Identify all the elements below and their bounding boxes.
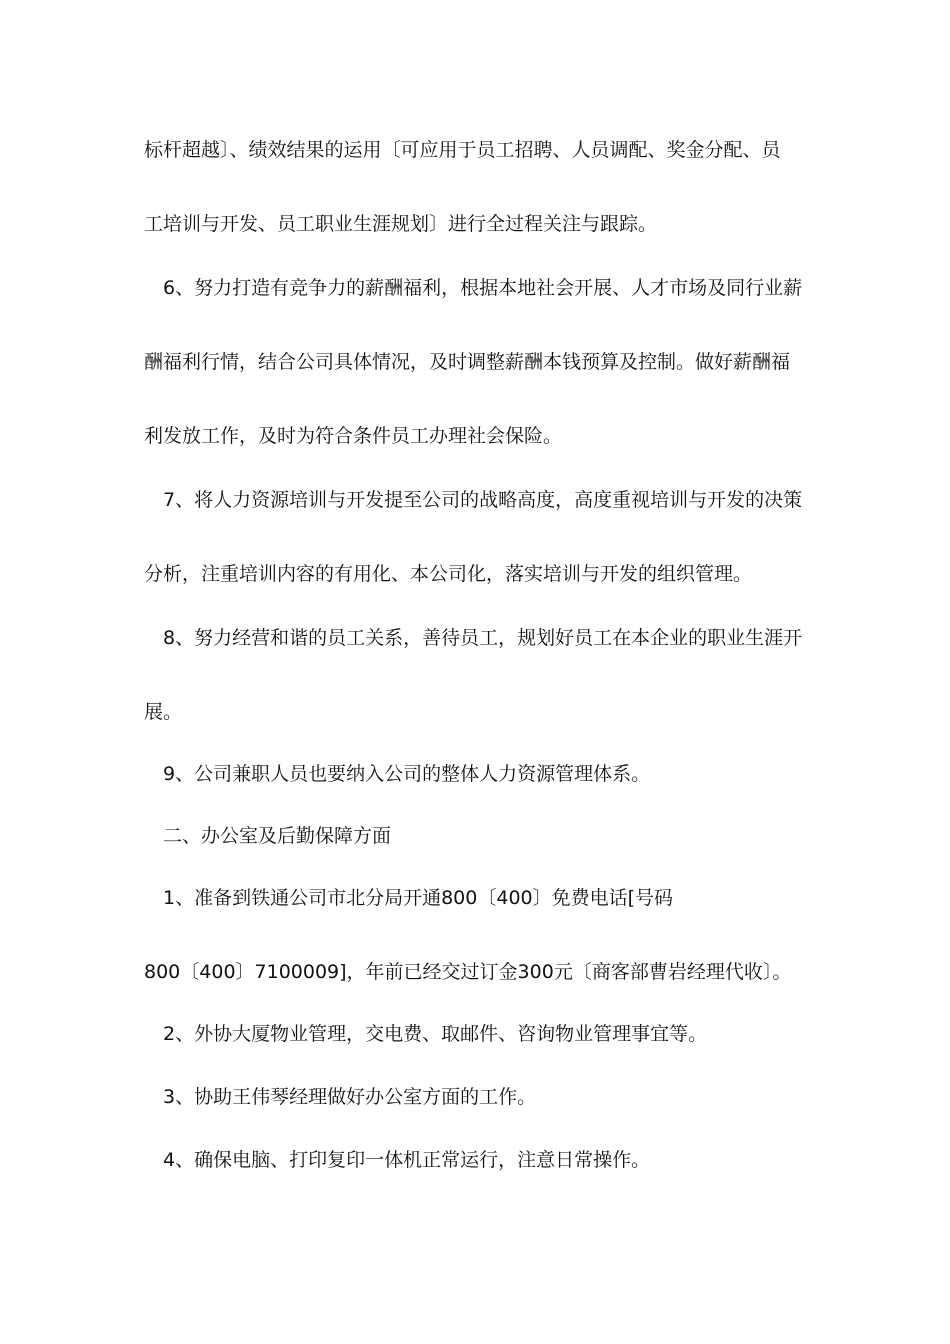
paragraph-line: 标杆超越〕、绩效结果的运用〔可应用于员工招聘、人员调配、奖金分配、员 (144, 139, 781, 161)
list-item-7: 7、将人力资源培训与开发提至公司的战略高度，高度重视培训与开发的决策 (163, 489, 803, 511)
list-item-9: 9、公司兼职人员也要纳入公司的整体人力资源管理体系。 (163, 763, 651, 785)
list-item-3: 3、协助王伟琴经理做好办公室方面的工作。 (163, 1086, 537, 1108)
list-item-8: 8、努力经营和谐的员工关系，善待员工，规划好员工在本企业的职业生涯开 (163, 627, 803, 649)
paragraph-line: 分析，注重培训内容的有用化、本公司化，落实培训与开发的组织管理。 (144, 563, 753, 585)
section-heading: 二、办公室及后勤保障方面 (163, 825, 392, 847)
paragraph-line: 800〔400〕7100009]，年前已经交过订金300元〔商客部曹岩经理代收〕。 (144, 961, 792, 983)
list-item-2: 2、外协大厦物业管理，交电费、取邮件、咨询物业管理事宜等。 (163, 1023, 708, 1045)
paragraph-line: 工培训与开发、员工职业生涯规划〕进行全过程关注与跟踪。 (144, 213, 658, 235)
paragraph-line: 展。 (144, 701, 183, 723)
list-item-4: 4、确保电脑、打印复印一体机正常运行，注意日常操作。 (163, 1149, 651, 1171)
paragraph-line: 利发放工作，及时为符合条件员工办理社会保险。 (144, 425, 563, 447)
list-item-1: 1、准备到铁通公司市北分局开通800〔400〕免费电话[号码 (163, 887, 674, 909)
list-item-6: 6、努力打造有竞争力的薪酬福利，根据本地社会开展、人才市场及同行业薪 (163, 277, 803, 299)
paragraph-line: 酬福利行情，结合公司具体情况，及时调整薪酬本钱预算及控制。做好薪酬福 (144, 351, 791, 373)
